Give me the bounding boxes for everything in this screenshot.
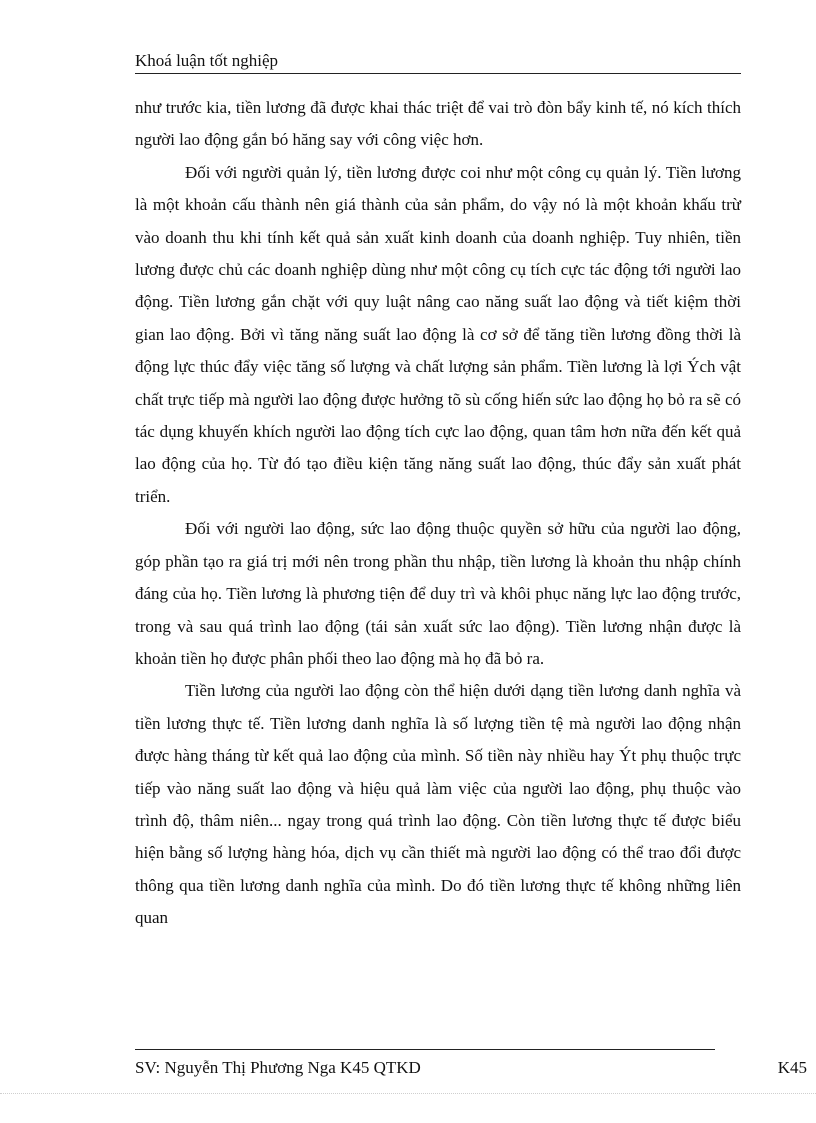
footer-divider [135, 1049, 715, 1050]
paragraph-4: Tiền lương của người lao động còn thể hiện dưới dạng tiền lương danh nghĩa và tiền lương thực tế. Tiền lương danh nghĩa là số lượng tiền tệ mà người lao động nhận được hàng tháng từ kết quả lao động của mình. Số tiền này nhiều hay Ýt phụ thuộc trực tiếp vào năng suất lao động và hiệu quả làm việc của người lao động, phụ thuộc vào trình độ, thâm niên... ngay trong quá trình lao động. Còn tiền lương thực tế được biểu hiện bằng số lượng hàng hóa, dịch vụ cần thiết mà người lao động có thể trao đổi được thông qua tiền lương danh nghĩa của mình. Do đó tiền lương thực tế không những liên quan [135, 681, 741, 928]
paragraph-3: Đối với người lao động, sức lao động thuộc quyền sở hữu của người lao động, góp phần tạo ra giá trị mới nên trong phần thu nhập, tiền lương là khoản thu nhập chính đáng của họ. Tiền lương là phương tiện để duy trì và khôi phục năng lực lao động trước, trong và sau quá trình lao động (tái sản xuất sức lao động). Tiền lương nhận được là khoản tiền họ được phân phối theo lao động mà họ đã bỏ ra. [135, 519, 741, 668]
paragraph-2: Đối với người quản lý, tiền lương được coi như một công cụ quản lý. Tiền lương là một khoản cấu thành nên giá thành của sản phẩm, do vậy nó là một khoản khấu trừ vào doanh thu khi tính kết quả sản xuất kinh doanh của doanh nghiệp. Tuy nhiên, tiền lương được chủ các doanh nghiệp dùng như một công cụ tích cực tác động tới người lao động. Tiền lương gắn chặt với quy luật nâng cao năng suất lao động và tiết kiệm thời gian lao động. Bởi vì tăng năng suất lao động là cơ sở để tăng tiền lương đồng thời là động lực thúc đẩy việc tăng số lượng và chất lượng sản phẩm. Tiền lương là lợi Ých vật chất trực tiếp mà người lao động được hưởng tõ sù cống hiến sức lao động họ bỏ ra sẽ có tác dụng khuyến khích người lao động tích cực lao động, quan tâm hơn nữa đến kết quả lao động của họ. Từ đó tạo điều kiện tăng năng suất lao động, thúc đẩy sản xuất phát triển. [135, 162, 741, 506]
page-header [135, 50, 741, 74]
body-text [135, 92, 741, 935]
footer-code: K45 [777, 1058, 807, 1077]
header-title: Khoá luận tốt nghiệp [135, 51, 279, 70]
page-bottom-edge [0, 1093, 816, 1094]
paragraph-1: như trước kia, tiền lương đã được khai thác triệt để vai trò đòn bẩy kinh tế, nó kích thích người lao động gắn bó hăng say với công việc hơn. [135, 98, 741, 150]
footer-author: SV: Nguyễn Thị Phương Nga K45 QTKD [135, 1058, 421, 1077]
